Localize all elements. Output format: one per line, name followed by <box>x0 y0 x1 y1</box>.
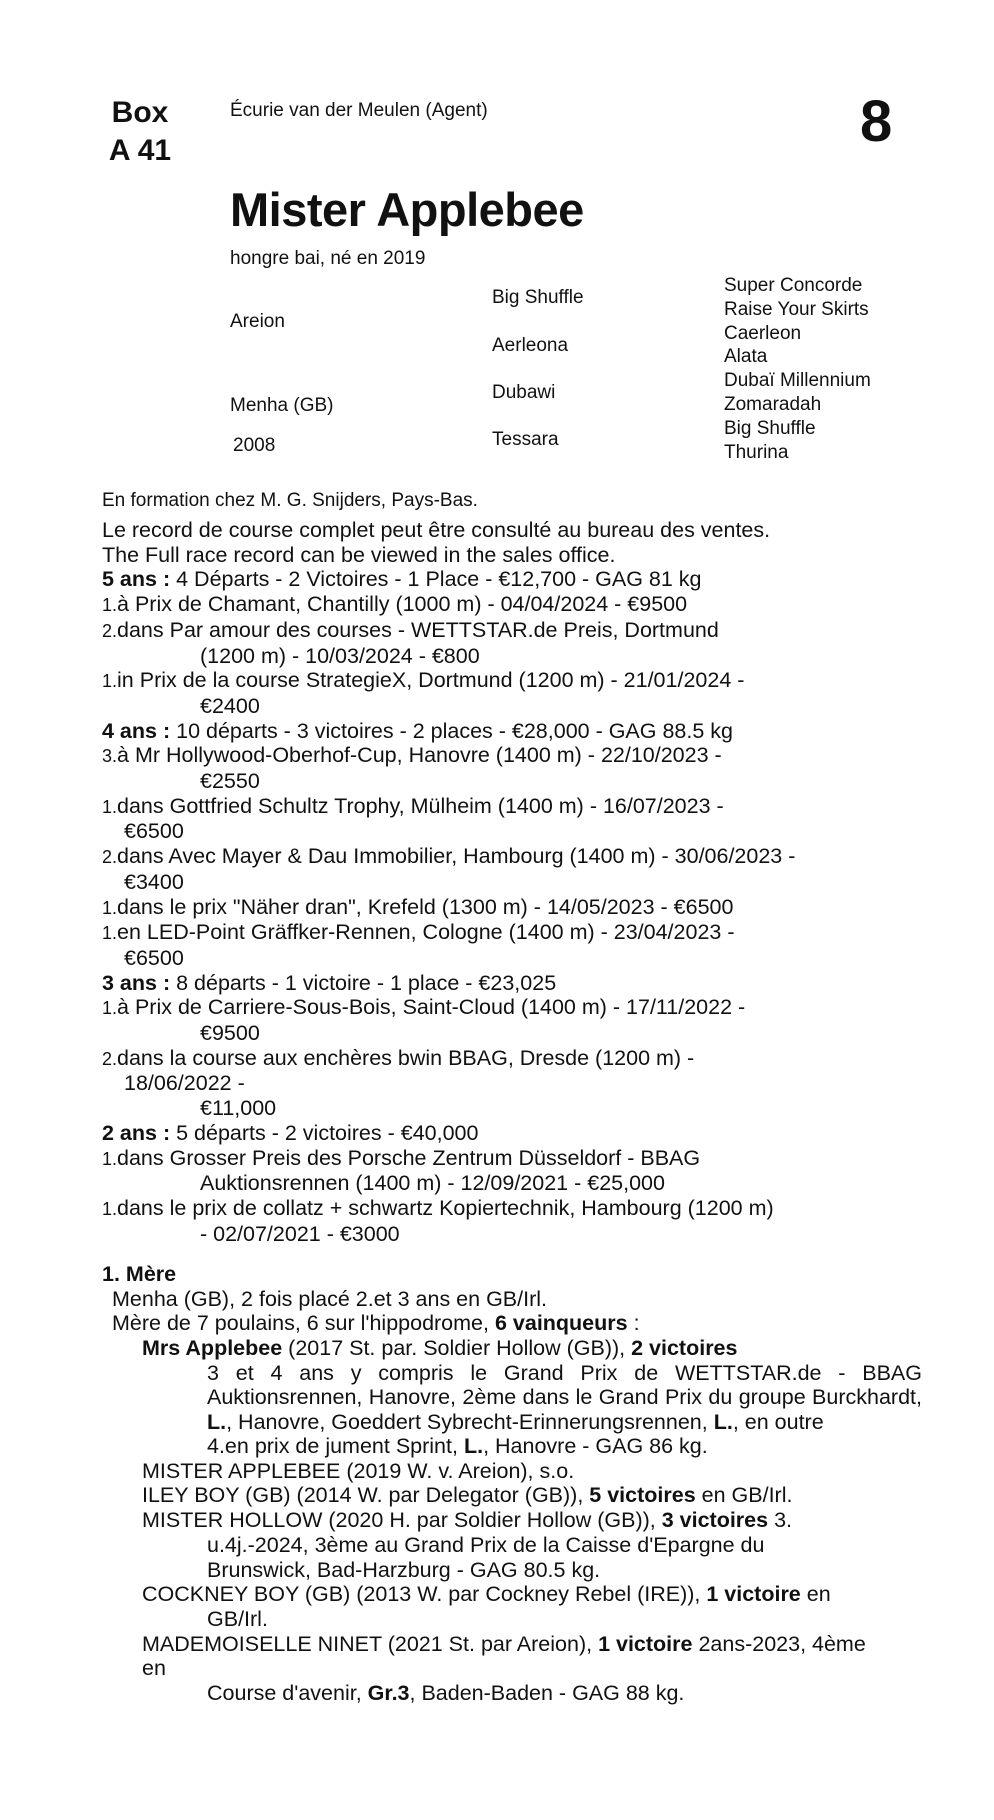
text: 3. <box>768 1508 792 1533</box>
winners-count: 6 vainqueurs <box>494 1311 628 1336</box>
summary-text: 8 départs - 1 victoire - 1 place - €23,025 <box>176 970 557 995</box>
text: 4.en prix de jument Sprint, <box>207 1434 464 1459</box>
race-line <box>102 895 922 921</box>
placing: 2. <box>102 847 118 868</box>
age4-summary <box>102 719 922 744</box>
dam-year: 2008 <box>233 435 276 456</box>
offspring-entry <box>102 1336 922 1361</box>
text: , Hanovre, Goeddert Sybrecht-Erinnerungsrennen, <box>226 1409 714 1434</box>
race-line-cont: - 02/07/2021 - €3000 <box>200 1221 400 1246</box>
summary-text: 10 départs - 3 victoires - 2 places - €28,000 - GAG 88.5 kg <box>176 718 733 743</box>
race-line-cont: Auktionsrennen (1400 m) - 12/09/2021 - €25,000 <box>200 1171 665 1196</box>
horse-description: hongre bai, né en 2019 <box>230 248 426 269</box>
wins: 5 victoires <box>589 1483 696 1508</box>
offspring-entry: MISTER APPLEBEE (2019 W. v. Areion), s.o. <box>142 1458 575 1483</box>
placing: 1. <box>102 1198 118 1219</box>
trainer-note: En formation chez M. G. Snijders, Pays-Bas. <box>102 490 478 511</box>
race-text: à Prix de Carriere-Sous-Bois, Saint-Cloud (1400 m) - 17/11/2022 - <box>117 995 746 1020</box>
offspring-entry <box>102 1483 877 1532</box>
race-line-cont: €3400 <box>124 869 184 894</box>
race-line-cont: €9500 <box>200 1021 260 1046</box>
text: (2017 St. par. Soldier Hollow (GB)), <box>282 1336 632 1361</box>
dam-produce-summary <box>102 1311 922 1336</box>
box-text: Box <box>111 96 169 129</box>
race-text: dans Avec Mayer & Dau Immobilier, Hambourg (1400 m) - 30/06/2023 - <box>117 844 796 869</box>
age-label: 2 ans : <box>102 1120 171 1145</box>
wins: 1 victoire <box>598 1631 693 1656</box>
dam: Menha (GB) <box>230 395 334 416</box>
group-level: Gr.3 <box>367 1681 410 1706</box>
ggp-4: Dubaï Millennium <box>724 370 871 391</box>
record-note-en: The Full race record can be viewed in the sales office. <box>102 542 616 567</box>
race-text: dans le prix de collatz + schwartz Kopiertechnik, Hambourg (1200 m) <box>117 1195 774 1220</box>
race-line <box>102 995 922 1021</box>
lot-number: 8 <box>860 89 893 154</box>
race-text: dans Par amour des courses - WETTSTAR.de Preis, Dortmund <box>117 617 719 642</box>
race-line-cont: (1200 m) - 10/03/2024 - €800 <box>200 643 480 668</box>
race-text: dans le prix "Näher dran", Krefeld (1300 m) - 14/05/2023 - €6500 <box>117 894 734 919</box>
listed: L. <box>713 1409 733 1434</box>
age5-summary <box>102 567 922 592</box>
text: en <box>800 1582 831 1607</box>
race-line-cont: 18/06/2022 - <box>124 1071 245 1096</box>
offspring-detail: GB/Irl. <box>207 1606 268 1631</box>
summary-text: 4 Départs - 2 Victoires - 1 Place - €12,700 - GAG 81 kg <box>176 567 702 592</box>
ggp-6: Big Shuffle <box>724 418 816 439</box>
offspring-entry <box>102 1632 877 1681</box>
wins: 1 victoire <box>706 1582 801 1607</box>
placing: 2. <box>102 1048 118 1069</box>
dam-dam: Tessara <box>492 429 559 450</box>
age-label: 3 ans : <box>102 970 171 995</box>
race-line-cont: €11,000 <box>200 1096 277 1121</box>
text: Mère de 7 poulains, 6 sur l'hippodrome, <box>112 1311 495 1336</box>
dam-section <box>102 1262 922 1706</box>
race-line <box>102 743 922 769</box>
age-label: 4 ans : <box>102 718 171 743</box>
ggp-5: Zomaradah <box>724 394 822 415</box>
race-line <box>102 668 922 694</box>
placing: 2. <box>102 620 118 641</box>
text: en GB/Irl. MISTER HOLLOW (2020 H. par Soldier Hollow (GB)), <box>142 1483 793 1533</box>
ggp-3: Alata <box>724 346 768 367</box>
placing: 1. <box>102 1148 118 1169</box>
race-line <box>102 1146 922 1172</box>
dam-sire: Dubawi <box>492 382 556 403</box>
text: 2ans-2023, 4ème en <box>142 1631 866 1681</box>
text: COCKNEY BOY (GB) (2013 W. par Cockney Rebel (IRE)), <box>142 1582 707 1607</box>
text: MADEMOISELLE NINET (2021 St. par Areion), <box>142 1631 599 1656</box>
ggp-7: Thurina <box>724 442 789 463</box>
offspring-detail <box>102 1681 922 1706</box>
wins: 2 victoires <box>631 1336 738 1361</box>
race-line-cont: €2400 <box>200 693 260 718</box>
placing: 1. <box>102 897 118 918</box>
consignor: Écurie van der Meulen (Agent) <box>230 100 488 121</box>
text: , Hanovre - GAG 86 kg. <box>483 1434 708 1459</box>
race-line <box>102 618 922 644</box>
placing: 1. <box>102 595 118 616</box>
sire-dam: Aerleona <box>492 335 569 356</box>
text: ILEY BOY (GB) (2014 W. par Delegator (GB)), <box>142 1483 590 1508</box>
offspring-entry <box>102 1582 842 1607</box>
race-text: à Mr Hollywood-Oberhof-Cup, Hanovre (1400 m) - 22/10/2023 - <box>117 743 722 768</box>
race-text: dans la course aux enchères bwin BBAG, Dresde (1200 m) - <box>117 1045 695 1070</box>
race-line-cont: €6500 <box>124 945 184 970</box>
race-text: à Prix de Chamant, Chantilly (1000 m) - 04/04/2024 - €9500 <box>117 592 688 617</box>
race-line <box>102 1046 922 1072</box>
race-text: en LED-Point Gräffker-Rennen, Cologne (1400 m) - 23/04/2023 - <box>117 920 735 945</box>
race-record <box>102 518 922 1246</box>
ggp-1: Super Concorde <box>724 275 863 296</box>
race-line <box>102 1196 922 1222</box>
placing: 3. <box>102 746 118 767</box>
race-line <box>102 794 922 820</box>
offspring-detail <box>102 1434 922 1459</box>
race-text: dans Gottfried Schultz Trophy, Mülheim (1400 m) - 16/07/2023 - <box>117 793 724 818</box>
race-text: dans Grosser Preis des Porsche Zentrum Düsseldorf - BBAG <box>117 1145 701 1170</box>
age-label: 5 ans : <box>102 567 171 592</box>
race-line-cont: €6500 <box>124 819 184 844</box>
record-note-fr: Le record de course complet peut être consulté au bureau des ventes. <box>102 518 771 542</box>
placing: 1. <box>102 923 118 944</box>
dam-section-title: 1. Mère <box>102 1262 177 1286</box>
race-line-cont: €2550 <box>200 769 260 794</box>
text: Course d'avenir, <box>207 1681 368 1706</box>
ggp-2: Raise Your Skirts Caerleon <box>724 299 869 344</box>
text: 3 et 4 ans y compris le Grand Prix de WETTSTAR.de - BBAG Auktionsrennen, Hanovre, 2ème dans le Grand Prix du groupe Burckhardt, <box>207 1360 922 1410</box>
race-line <box>102 844 922 870</box>
age2-summary <box>102 1121 922 1146</box>
box-number: A 41 <box>108 134 172 167</box>
text: , Baden-Baden - GAG 88 kg. <box>409 1681 685 1706</box>
placing: 1. <box>102 796 118 817</box>
offspring-detail <box>102 1361 922 1434</box>
summary-text: 5 départs - 2 victoires - €40,000 <box>176 1120 479 1145</box>
sire-sire: Big Shuffle <box>492 287 584 308</box>
listed: L. <box>207 1409 227 1434</box>
placing: 1. <box>102 998 118 1019</box>
box-label <box>80 94 200 170</box>
age3-summary <box>102 971 922 996</box>
offspring-name: Mrs Applebee <box>142 1336 283 1361</box>
wins: 3 victoires <box>661 1508 769 1533</box>
horse-name: Mister Applebee <box>230 183 584 236</box>
race-text: in Prix de la course StrategieX, Dortmund (1200 m) - 21/01/2024 - <box>117 668 745 693</box>
race-line <box>102 920 922 946</box>
offspring-detail: u.4j.-2024, 3ème au Grand Prix de la Caisse d'Epargne du Brunswick, Bad-Harzburg - GAG 80.5 kg. <box>207 1532 765 1582</box>
race-line <box>102 592 922 618</box>
listed: L. <box>463 1434 484 1459</box>
text: : <box>627 1311 640 1336</box>
dam-line: Menha (GB), 2 fois placé 2.et 3 ans en GB/Irl. <box>112 1286 547 1311</box>
sire: Areion <box>230 311 285 332</box>
text: , en outre <box>732 1409 824 1434</box>
placing: 1. <box>102 671 118 692</box>
